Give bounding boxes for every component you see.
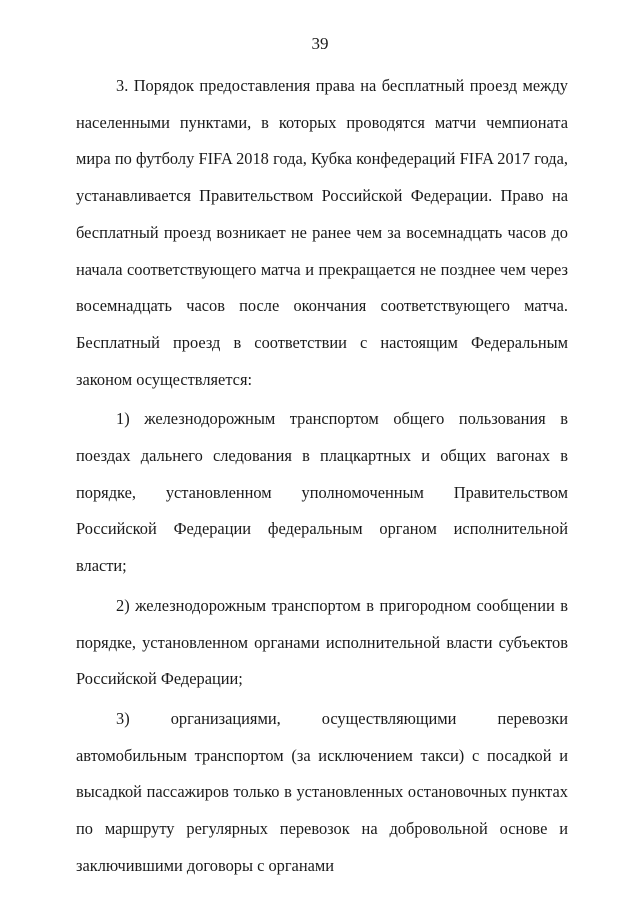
paragraph-item-3: 3. Порядок предоставления права на бесплатный проезд между населенными пунктами, в которых проводятся матчи чемпионата мира по футболу FIFA 2018 года, Кубка конфедераций FIFA 2017 года, устанавливается Правительством Российской Федерации. Право на бесплатный проезд возникает не ранее чем за восемнадцать часов до начала соответствующего матча и прекращается не позднее чем через восемнадцать часов после окончания соответствующего матча. Бесплатный проезд в соответствии с настоящим Федеральным законом осуществляется:	[76, 76, 568, 389]
page-number: 39	[311, 34, 329, 53]
document-body	[76, 68, 568, 884]
paragraph-subitem-3: 3) организациями, осуществляющими перевозки автомобильным транспортом (за исключением такси) с посадкой и высадкой пассажиров только в установленных остановочных пунктах по маршруту регулярных перевозок на добровольной основе и заключившими договоры с органами	[76, 708, 568, 875]
paragraph-subitem-1: 1) железнодорожным транспортом общего пользования в поездах дальнего следования в плацкартных и общих вагонах в порядке, установленном уполномоченным Правительством Российской Федерации федеральным органом исполнительной власти;	[76, 409, 568, 576]
paragraph-subitem-2: 2) железнодорожным транспортом в пригородном сообщении в порядке, установленном органами исполнительной власти субъектов Российской Федерации;	[76, 595, 568, 689]
